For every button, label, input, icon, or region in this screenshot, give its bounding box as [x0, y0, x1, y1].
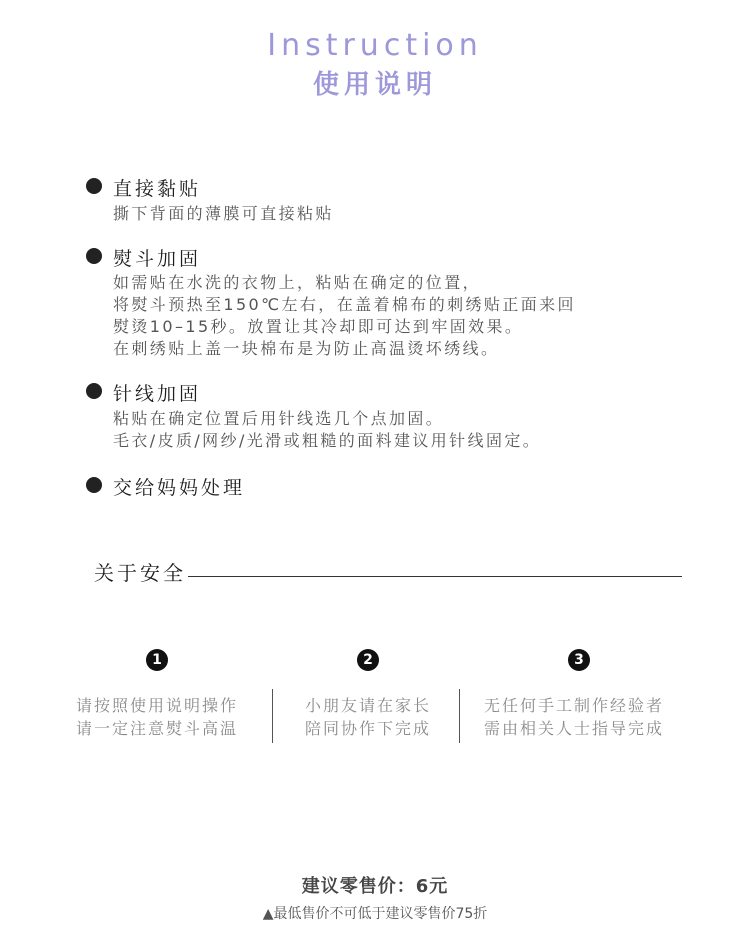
safety-item-text: 陪同协作下完成 — [304, 719, 431, 738]
section-title-iron-fix: 熨斗加固 — [113, 248, 202, 270]
number-2-icon: 2 — [357, 649, 379, 671]
bullet-icon — [86, 248, 102, 264]
section-text: 粘贴在确定位置后用针线选几个点加固。 — [113, 409, 445, 428]
suggested-retail-price: 建议零售价：6元 — [301, 876, 449, 897]
section-title-direct-stick: 直接黏贴 — [113, 178, 202, 200]
section-text: 在刺绣贴上盖一块棉布是为防止高温烫坏绣线。 — [113, 339, 500, 358]
section-title-needle-fix: 针线加固 — [113, 383, 202, 405]
title-english: Instruction — [267, 28, 483, 63]
column-divider — [459, 689, 460, 743]
bullet-icon — [86, 477, 102, 493]
minimum-price-note: ▲最低售价不可低于建议零售价75折 — [262, 906, 488, 922]
number-3-icon: 3 — [568, 649, 590, 671]
safety-heading-rule — [188, 576, 682, 577]
section-text: 撕下背面的薄膜可直接粘贴 — [113, 204, 334, 223]
bullet-icon — [86, 178, 102, 194]
safety-item-text: 请一定注意熨斗高温 — [75, 719, 238, 738]
safety-item-text: 小朋友请在家长 — [304, 696, 431, 715]
safety-heading: 关于安全 — [94, 561, 186, 585]
number-1-icon: 1 — [146, 649, 168, 671]
bullet-icon — [86, 383, 102, 399]
title-chinese: 使用说明 — [312, 70, 437, 100]
safety-item-text: 请按照使用说明操作 — [75, 696, 238, 715]
safety-item-text: 无任何手工制作经验者 — [483, 696, 664, 715]
section-title-give-to-mom: 交给妈妈处理 — [113, 477, 246, 499]
column-divider — [272, 689, 273, 743]
section-text: 如需贴在水洗的衣物上，粘贴在确定的位置， — [113, 273, 482, 292]
section-text: 将熨斗预热至150℃左右，在盖着棉布的刺绣贴正面来回 — [113, 295, 576, 314]
section-text: 毛衣/皮质/网纱/光滑或粗糙的面料建议用针线固定。 — [113, 431, 542, 450]
safety-item-text: 需由相关人士指导完成 — [483, 719, 664, 738]
section-text: 熨烫10–15秒。放置让其冷却即可达到牢固效果。 — [113, 317, 524, 336]
